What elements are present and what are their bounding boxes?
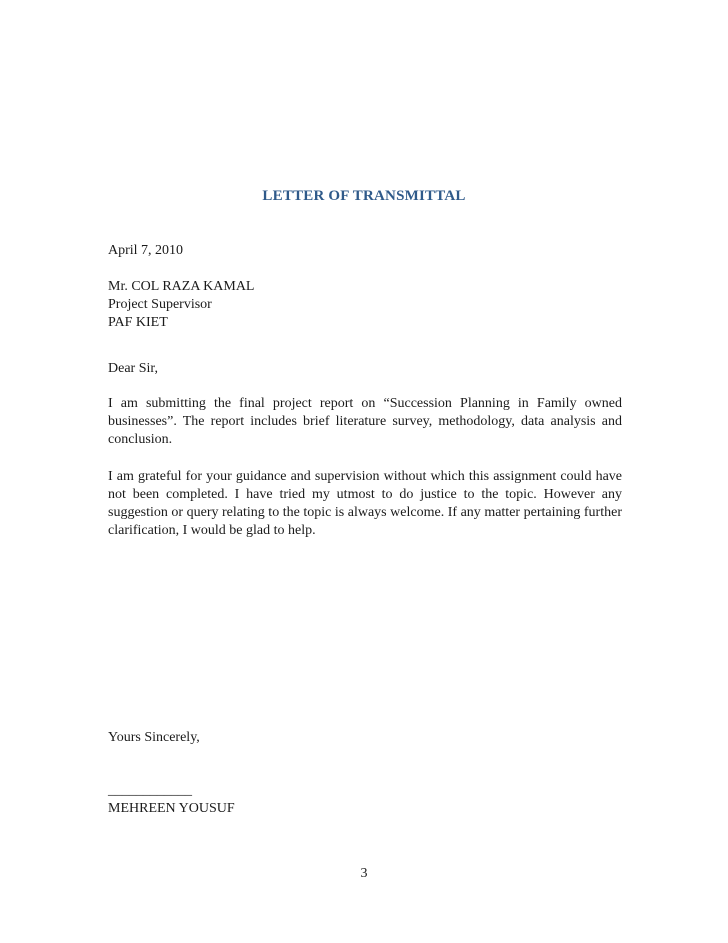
signature-line: ____________ <box>108 783 192 798</box>
body-paragraph-1: I am submitting the final project report on “Succession Planning in Family owned businesses”. The report includes brief literature survey, methodology, data analysis and conclusion. <box>108 396 622 447</box>
recipient-address <box>108 278 622 332</box>
closing-text: Yours Sincerely, <box>108 730 200 745</box>
salutation <box>108 360 622 378</box>
letter-date <box>108 242 622 260</box>
date-text: April 7, 2010 <box>108 243 184 258</box>
closing <box>108 729 622 747</box>
signature-block <box>108 782 622 818</box>
recipient-name: Mr. COL RAZA KAMAL <box>108 279 255 294</box>
recipient-organization: PAF KIET <box>108 315 168 330</box>
salutation-text: Dear Sir, <box>108 361 158 376</box>
sender-name: MEHREEN YOUSUF <box>108 801 235 816</box>
page-number: 3 <box>360 866 368 881</box>
body-paragraph-2: I am grateful for your guidance and supervision without which this assignment could have not been completed. I have tried my utmost to do justice to the topic. However any suggestion or query relating to the topic is always welcome. If any matter pertaining further clarification, I would be glad to help. <box>108 469 622 538</box>
recipient-position: Project Supervisor <box>108 297 212 312</box>
letter-title: LETTER OF TRANSMITTAL <box>262 188 466 204</box>
